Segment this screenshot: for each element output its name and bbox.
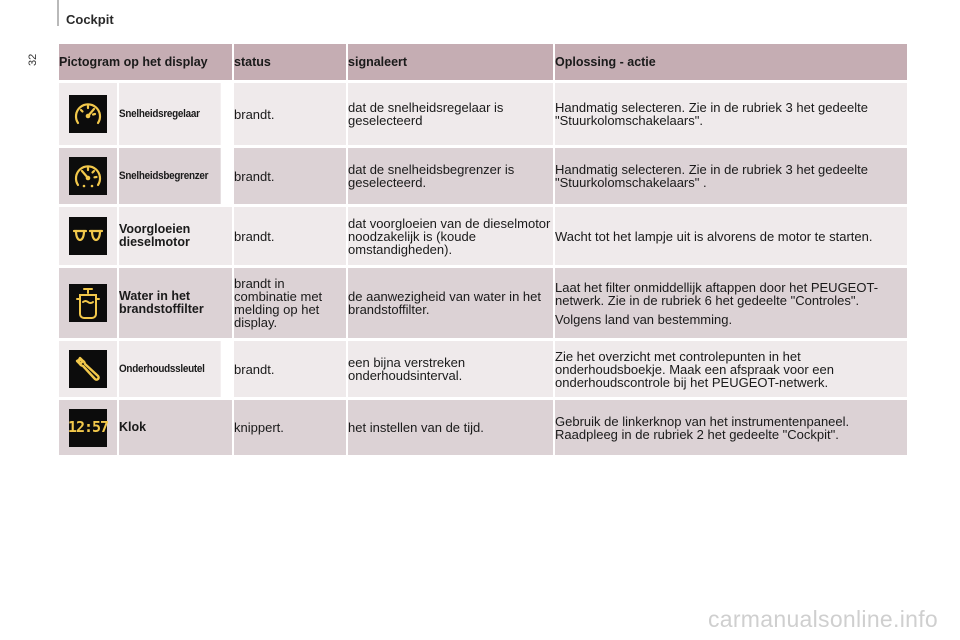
row-name: Klok bbox=[119, 400, 232, 455]
row-name: Snelheidsregelaar bbox=[119, 83, 221, 145]
row-status: brandt. bbox=[234, 207, 346, 265]
table-row bbox=[59, 148, 907, 204]
service-wrench-icon bbox=[69, 350, 107, 388]
table-row bbox=[59, 207, 907, 265]
table-row bbox=[59, 400, 907, 455]
header-pictogram: Pictogram op het display bbox=[59, 44, 232, 80]
row-solution: Handmatig selecteren. Zie in de rubriek 3 het gedeelte "Stuurkolomschakelaars". bbox=[555, 83, 907, 145]
row-solution: Handmatig selecteren. Zie in de rubriek 3 het gedeelte "Stuurkolomschakelaars" . bbox=[555, 148, 907, 204]
section-rule bbox=[57, 0, 59, 26]
header-status: status bbox=[234, 44, 346, 80]
row-signals: de aanwezigheid van water in het brandstoffilter. bbox=[348, 268, 553, 338]
row-name: Water in het brandstoffilter bbox=[119, 268, 232, 338]
row-signals: dat voorgloeien van de dieselmotor noodzakelijk is (koude omstandigheden). bbox=[348, 207, 553, 265]
row-signals: een bijna verstreken onderhoudsinterval. bbox=[348, 341, 553, 397]
glow-plug-icon bbox=[69, 217, 107, 255]
row-status: brandt. bbox=[234, 148, 346, 204]
row-signals: het instellen van de tijd. bbox=[348, 400, 553, 455]
speed-regulator-icon bbox=[69, 95, 107, 133]
header-signals: signaleert bbox=[348, 44, 553, 80]
row-name: Onderhoudssleutel bbox=[119, 341, 221, 397]
row-status: knippert. bbox=[234, 400, 346, 455]
row-name: Voorgloeien dieselmotor bbox=[119, 207, 232, 265]
section-title: Cockpit bbox=[66, 12, 114, 27]
warning-lights-table bbox=[57, 44, 909, 455]
page-number: 32 bbox=[27, 53, 39, 66]
row-solution: Laat het filter onmiddellijk aftappen door het PEUGEOT-netwerk. Zie in de rubriek 6 het gedeelte "Controles". Volgens land van bestemming. bbox=[555, 268, 907, 338]
row-solution: Wacht tot het lampje uit is alvorens de motor te starten. bbox=[555, 207, 907, 265]
row-solution: Zie het overzicht met controlepunten in het onderhoudsboekje. Maak een afspraak voor een onderhoudscontrole bij het PEUGEOT-netwerk. bbox=[555, 341, 907, 397]
row-status: brandt. bbox=[234, 83, 346, 145]
speed-limiter-icon bbox=[69, 157, 107, 195]
table-row bbox=[59, 341, 907, 397]
watermark: carmanualsonline.info bbox=[707, 606, 938, 632]
row-signals: dat de snelheidsregelaar is geselecteerd bbox=[348, 83, 553, 145]
table-row bbox=[59, 83, 907, 145]
row-solution: Gebruik de linkerknop van het instrumentenpaneel. Raadpleeg in de rubriek 2 het gedeelte "Cockpit". bbox=[555, 400, 907, 455]
row-status: brandt in combinatie met melding op het display. bbox=[234, 268, 346, 338]
row-status: brandt. bbox=[234, 341, 346, 397]
row-name: Snelheidsbegrenzer bbox=[119, 148, 221, 204]
header-solution: Oplossing - actie bbox=[555, 44, 907, 80]
water-in-fuel-icon bbox=[69, 284, 107, 322]
table-header-row bbox=[59, 44, 907, 80]
row-signals: dat de snelheidsbegrenzer is geselecteerd. bbox=[348, 148, 553, 204]
table-row bbox=[59, 268, 907, 338]
clock-display-icon: 12:57 bbox=[69, 409, 107, 447]
